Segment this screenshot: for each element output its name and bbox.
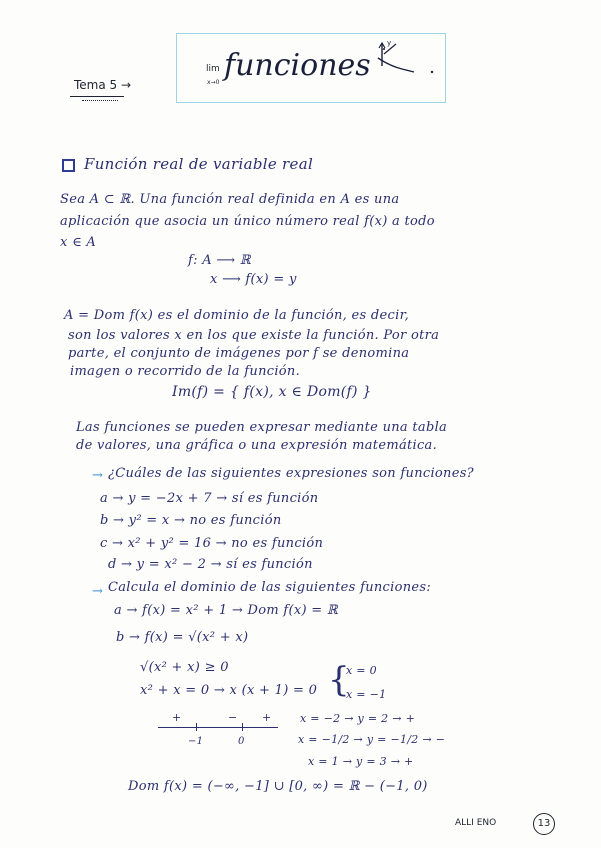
footer-note: ALLI ENO bbox=[455, 818, 497, 828]
definition-line: x ∈ A bbox=[60, 235, 97, 250]
tick-label: −1 bbox=[188, 736, 204, 747]
expression-line: Las funciones se pueden expresar mediante una tabla bbox=[76, 420, 448, 435]
section-heading: Función real de variable real bbox=[84, 155, 314, 173]
tema-underline bbox=[70, 96, 124, 97]
tick-label: 0 bbox=[238, 736, 245, 747]
sign-check: x = −1/2 → y = −1/2 → − bbox=[298, 733, 446, 746]
sign-mark: + bbox=[172, 711, 182, 724]
exercise-item: d → y = x² − 2 → sí es función bbox=[108, 557, 313, 572]
exercise-item: b → y² = x → no es función bbox=[100, 513, 282, 528]
domain-result: Dom f(x) = (−∞, −1] ∪ [0, ∞) = ℝ − (−1, 0) bbox=[128, 779, 428, 794]
exercise-item: a → f(x) = x² + 1 → Dom f(x) = ℝ bbox=[114, 603, 339, 618]
tick-mark bbox=[196, 723, 197, 731]
mapping-line: f: A ⟶ ℝ bbox=[188, 253, 251, 268]
expression-line: de valores, una gráfica o una expresión matemática. bbox=[76, 438, 438, 453]
sign-mark: − bbox=[228, 711, 238, 724]
equation: x² + x = 0 → x (x + 1) = 0 bbox=[140, 683, 318, 698]
sign-mark: + bbox=[262, 711, 272, 724]
number-line bbox=[158, 727, 278, 728]
exercise-question: ¿Cuáles de las siguientes expresiones son funciones? bbox=[108, 466, 474, 481]
exercise-item: a → y = −2x + 7 → sí es función bbox=[100, 491, 319, 506]
arrow-icon: → bbox=[92, 468, 104, 483]
sign-check: x = 1 → y = 3 → + bbox=[308, 755, 414, 768]
tema-underline-dotted bbox=[82, 100, 118, 101]
exercise-item: c → x² + y² = 16 → no es función bbox=[100, 536, 324, 551]
lim-label: lim bbox=[206, 64, 220, 74]
definition-line: Sea A ⊂ ℝ. Una función real definida en A es una bbox=[60, 192, 400, 207]
axes-doodle-icon bbox=[370, 36, 440, 86]
image-formula: Im(f) = { f(x), x ∈ Dom(f) } bbox=[172, 384, 372, 400]
page-title: funciones bbox=[224, 48, 371, 83]
tick-mark bbox=[242, 723, 243, 731]
domain-line: imagen o recorrido de la función. bbox=[70, 364, 301, 379]
arrow-icon: → bbox=[92, 584, 104, 599]
svg-text:y: y bbox=[387, 39, 392, 47]
lim-subscript: x→0 bbox=[207, 79, 220, 86]
page-number: 13 bbox=[533, 813, 555, 835]
domain-line: parte, el conjunto de imágenes por f se denomina bbox=[68, 346, 410, 361]
brace-icon: { bbox=[328, 660, 350, 700]
domain-line: son los valores x en los que existe la función. Por otra bbox=[68, 328, 440, 343]
root: x = 0 bbox=[346, 664, 377, 677]
definition-line: aplicación que asocia un único número real f(x) a todo bbox=[60, 214, 435, 229]
checkbox-icon bbox=[62, 159, 75, 172]
tema-label: Tema 5 → bbox=[74, 78, 132, 92]
mapping-line: x ⟶ f(x) = y bbox=[210, 272, 297, 287]
exercise-item: b → f(x) = √(x² + x) bbox=[116, 630, 249, 645]
sign-check: x = −2 → y = 2 → + bbox=[300, 712, 416, 725]
root: x = −1 bbox=[346, 688, 387, 701]
domain-line: A = Dom f(x) es el dominio de la función, es decir, bbox=[64, 308, 410, 323]
exercise-question: Calcula el dominio de las siguientes funciones: bbox=[108, 580, 432, 595]
inequality: √(x² + x) ≥ 0 bbox=[140, 660, 229, 675]
